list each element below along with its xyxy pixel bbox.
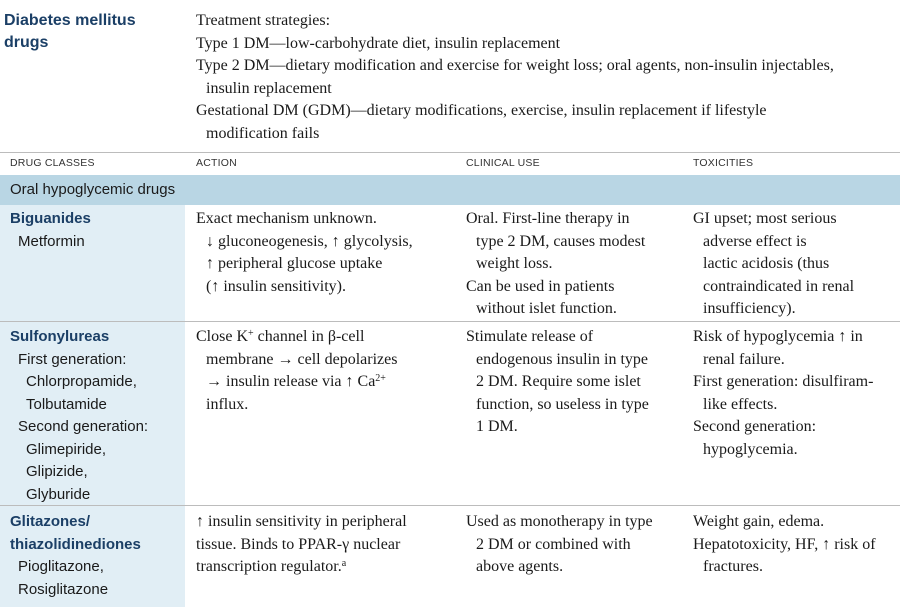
text-line: Exact mechanism unknown.: [196, 210, 377, 227]
strategy-type2-cont: insulin replacement: [206, 79, 332, 97]
class-name: Sulfonylureas: [10, 328, 110, 345]
toxicities-cell: [693, 208, 854, 321]
clinical-use-cell: [466, 511, 653, 579]
class-name: Biguanides: [10, 210, 91, 227]
text-line: tissue. Binds to PPAR-γ nuclear: [196, 535, 401, 553]
generation-label: Second generation:: [18, 418, 149, 435]
text-line: Oral. First-line therapy in: [466, 210, 630, 227]
text-line: Risk of hypoglycemia ↑ in: [693, 328, 863, 345]
action-cell: [196, 208, 413, 298]
col-drug-classes: DRUG CLASSES: [10, 157, 95, 169]
strategy-type2: Type 2 DM—dietary modification and exercise for weight loss; oral agents, non-insulin injectables,: [196, 57, 834, 74]
text-fragment: channel in β-cell: [253, 328, 365, 345]
text-fragment: → insulin release via ↑ Ca: [206, 373, 376, 390]
text-line: (↑ insulin sensitivity).: [206, 277, 346, 295]
clinical-use-cell: [466, 326, 649, 439]
drug-class-sulfonylureas: [10, 326, 148, 506]
text-line: fractures.: [703, 558, 763, 575]
text-line: Can be used in patients: [466, 277, 615, 295]
text-line: Hepatotoxicity, HF, ↑ risk of: [693, 535, 876, 553]
text-line: 1 DM.: [476, 418, 518, 435]
drug-name: Glyburide: [26, 485, 91, 503]
text-line: [196, 326, 397, 349]
text-line: type 2 DM, causes modest: [476, 232, 646, 250]
text-line: ↑ peripheral glucose uptake: [206, 255, 383, 272]
strategy-gdm-cont: modification fails: [206, 124, 320, 142]
text-line: 2 DM or combined with: [476, 535, 631, 553]
text-line: renal failure.: [703, 350, 785, 368]
action-cell: [196, 511, 407, 579]
section-title: Oral hypoglycemic drugs: [10, 181, 176, 198]
text-line: [196, 556, 407, 579]
text-line: Weight gain, edema.: [693, 513, 825, 530]
text-line: function, so useless in type: [476, 395, 649, 413]
text-line: lactic acidosis (thus: [703, 255, 830, 272]
drug-name: Tolbutamide: [26, 395, 107, 413]
section-header: [0, 175, 900, 205]
drug-name: Glipizide,: [26, 463, 88, 480]
title-line: drugs: [4, 34, 49, 51]
text-line: above agents.: [476, 558, 564, 575]
text-line: adverse effect is: [703, 232, 807, 250]
text-line: membrane → cell depolarizes: [206, 350, 398, 368]
text-line: hypoglycemia.: [703, 440, 798, 458]
page-title: [4, 10, 184, 54]
text-line: 2 DM. Require some islet: [476, 373, 641, 390]
text-line: GI upset; most serious: [693, 210, 837, 227]
clinical-use-cell: [466, 208, 645, 321]
col-toxicities: TOXICITIES: [693, 157, 754, 169]
drug-name: Glimepiride,: [26, 440, 107, 458]
text-line: ↑ insulin sensitivity in peripheral: [196, 513, 407, 530]
text-line: endogenous insulin in type: [476, 350, 648, 368]
toxicities-cell: [693, 511, 876, 579]
superscript: +: [248, 328, 254, 339]
drug-name: Metformin: [18, 232, 85, 250]
col-action: ACTION: [196, 157, 237, 169]
text-line: Stimulate release of: [466, 328, 594, 345]
drug-class-biguanides: [10, 208, 91, 253]
text-line: Used as monotherapy in type: [466, 513, 653, 530]
text-line: ↓ gluconeogenesis, ↑ glycolysis,: [206, 232, 413, 250]
text-fragment: Close K: [196, 328, 248, 345]
title-line: Diabetes mellitus: [4, 12, 136, 29]
action-cell: [196, 326, 397, 416]
text-line: weight loss.: [476, 255, 553, 272]
column-header-row: [0, 152, 900, 175]
col-clinical-use: CLINICAL USE: [466, 157, 540, 169]
row-divider: [0, 321, 900, 322]
strategy-gdm: Gestational DM (GDM)—dietary modifications, exercise, insulin replacement if lifestyle: [196, 102, 767, 119]
text-line: without islet function.: [476, 300, 617, 317]
treatment-strategies: [196, 10, 896, 145]
strategies-heading: Treatment strategies:: [196, 12, 331, 29]
text-line: Second generation:: [693, 418, 817, 435]
drug-class-glitazones: [10, 511, 141, 601]
superscript: 2+: [375, 373, 386, 384]
text-line: contraindicated in renal: [703, 277, 855, 295]
class-name: Glitazones/: [10, 513, 91, 530]
drug-name: Rosiglitazone: [18, 580, 109, 598]
text-line: insufficiency).: [703, 300, 796, 317]
text-line: First generation: disulfiram-: [693, 373, 874, 390]
drug-name: Chlorpropamide,: [26, 373, 137, 390]
toxicities-cell: [693, 326, 873, 461]
class-name: thiazolidinediones: [10, 535, 141, 553]
text-line: [196, 371, 397, 394]
strategy-type1: Type 1 DM—low-carbohydrate diet, insulin replacement: [196, 34, 561, 52]
generation-label: First generation:: [18, 350, 127, 368]
superscript: a: [341, 558, 347, 569]
text-line: influx.: [206, 395, 249, 413]
text-line: like effects.: [703, 395, 778, 413]
drug-name: Pioglitazone,: [18, 558, 104, 575]
text-fragment: transcription regulator.: [196, 558, 342, 575]
